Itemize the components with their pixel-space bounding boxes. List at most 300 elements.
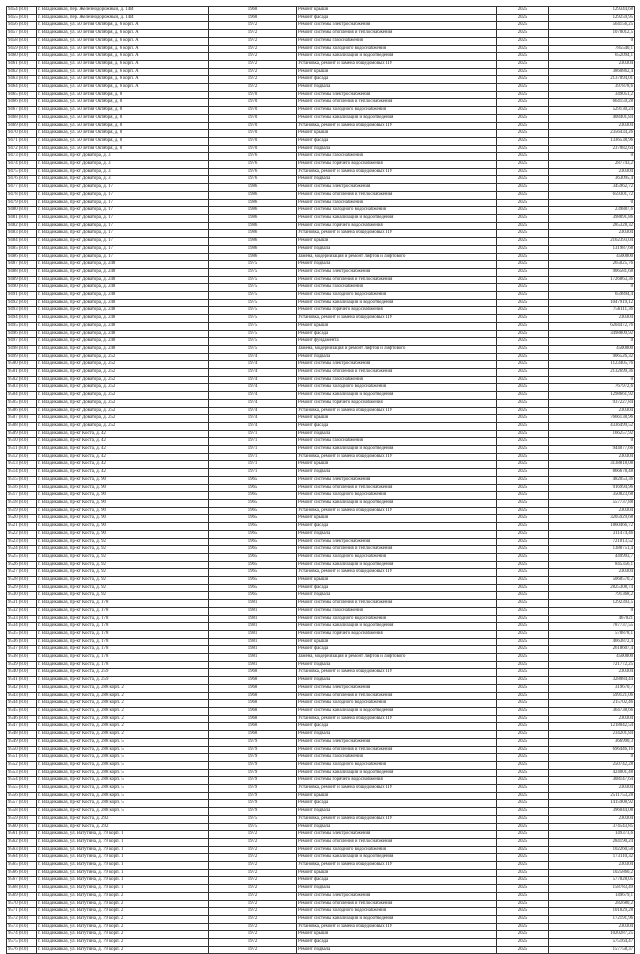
plan-year-cell: 2025	[497, 68, 549, 76]
table-row	[7, 122, 635, 130]
row-number-cell: 9456 (8.0)	[7, 22, 37, 30]
work-type-cell: Ремонт системы канализации и водоотведения	[297, 392, 497, 400]
address-cell: г. Владикавказ, ул. 50 летия Октября, д. 6 корп. А	[37, 53, 209, 61]
cost-cell: 158783,49	[549, 885, 635, 893]
row-number-cell: 9498 (8.0)	[7, 345, 37, 353]
address-cell: г. Владикавказ, пр-кт Коста, д. 288 корп. 2	[37, 692, 209, 700]
address-cell: г. Владикавказ, пр-кт Доватора, д. 17	[37, 207, 209, 215]
plan-year-cell: 2025	[497, 661, 549, 669]
row-number-cell: 9501 (8.0)	[7, 369, 37, 377]
build-year-cell: 1986	[209, 222, 297, 230]
build-year-cell: 1976	[209, 153, 297, 161]
plan-year-cell: 2025	[497, 76, 549, 84]
address-cell: г. Владикавказ, ул. 50 летия Октября, д. 6 корп. А	[37, 84, 209, 92]
work-type-cell: Ремонт системы газоснабжения	[297, 199, 497, 207]
address-cell: г. Владикавказ, ул. Ватутина, д. 79 корп. 1	[37, 854, 209, 862]
table-row	[7, 785, 635, 793]
work-type-cell: Ремонт системы электроснабжения	[297, 91, 497, 99]
work-type-cell: Ремонт системы газоснабжения	[297, 37, 497, 45]
cost-cell: 1123405,76	[549, 361, 635, 369]
row-number-cell: 9473 (8.0)	[7, 153, 37, 161]
row-number-cell: 9527 (8.0)	[7, 569, 37, 577]
row-number-cell: 9505 (8.0)	[7, 399, 37, 407]
table-row	[7, 546, 635, 554]
row-number-cell: 9521 (8.0)	[7, 523, 37, 531]
row-number-cell: 9563 (8.0)	[7, 846, 37, 854]
plan-year-cell: 2025	[497, 738, 549, 746]
address-cell: г. Владикавказ, пр-кт Доватора, д. 252	[37, 361, 209, 369]
table-row	[7, 184, 635, 192]
row-number-cell: 9467 (8.0)	[7, 107, 37, 115]
work-type-cell: Ремонт фасада	[297, 76, 497, 84]
address-cell: г. Владикавказ, пр-кт Доватора, д. 252	[37, 415, 209, 423]
table-row	[7, 114, 635, 122]
row-number-cell: 9545 (8.0)	[7, 707, 37, 715]
plan-year-cell: 2025	[497, 530, 549, 538]
table-row	[7, 553, 635, 561]
address-cell: г. Владикавказ, пр-кт Коста, д. 92	[37, 546, 209, 554]
plan-year-cell: 2025	[497, 315, 549, 323]
table-row	[7, 292, 635, 300]
plan-year-cell: 2025	[497, 638, 549, 646]
build-year-cell: 1974	[209, 369, 297, 377]
cost-cell: 4336499,52	[549, 422, 635, 430]
row-number-cell: 9469 (8.0)	[7, 122, 37, 130]
work-type-cell: Ремонт подвала	[297, 353, 497, 361]
work-type-cell: Ремонт системы электроснабжения	[297, 268, 497, 276]
work-type-cell: Ремонт подвала	[297, 677, 497, 685]
address-cell: г. Владикавказ, пр-кт Коста, д. 90	[37, 507, 209, 515]
build-year-cell: 1968	[209, 700, 297, 708]
work-type-cell: Установка, ремонт и замена общедомовых ПУ	[297, 569, 497, 577]
cost-cell: 1218042,54	[549, 723, 635, 731]
build-year-cell: 1979	[209, 800, 297, 808]
work-type-cell: Ремонт системы канализации и водоотведения	[297, 707, 497, 715]
table-row	[7, 761, 635, 769]
plan-year-cell: 2025	[497, 199, 549, 207]
build-year-cell: 1972	[209, 831, 297, 839]
address-cell: г. Владикавказ, пр-кт Коста, д. 42	[37, 446, 209, 454]
row-number-cell: 9520 (8.0)	[7, 515, 37, 523]
build-year-cell: 1965	[209, 546, 297, 554]
table-row	[7, 153, 635, 161]
address-cell: г. Владикавказ, пр-кт Доватора, д. 248	[37, 276, 209, 284]
row-number-cell: 9483 (8.0)	[7, 230, 37, 238]
plan-year-cell: 2025	[497, 630, 549, 638]
cost-cell: 0	[549, 37, 635, 45]
build-year-cell: 1972	[209, 915, 297, 923]
work-type-cell: Замена, модернизация и ремонт лифтов и лифтового	[297, 253, 497, 261]
work-type-cell: Ремонт системы холодного водоснабжения	[297, 553, 497, 561]
build-year-cell: 1971	[209, 438, 297, 446]
work-type-cell: Установка, ремонт и замена общедомовых ПУ	[297, 122, 497, 130]
address-cell: г. Владикавказ, пр-кт Коста, д. 178	[37, 646, 209, 654]
row-number-cell: 9566 (8.0)	[7, 869, 37, 877]
plan-year-cell: 2025	[497, 207, 549, 215]
work-type-cell: Ремонт системы холодного водоснабжения	[297, 492, 497, 500]
work-type-cell: Ремонт системы электроснабжения	[297, 738, 497, 746]
table-row	[7, 84, 635, 92]
cost-cell: 129259,95	[549, 14, 635, 22]
cost-cell: 230304	[549, 407, 635, 415]
work-type-cell: Ремонт системы холодного водоснабжения	[297, 700, 497, 708]
build-year-cell: 1965	[209, 538, 297, 546]
row-number-cell: 9466 (8.0)	[7, 99, 37, 107]
address-cell: г. Владикавказ, пр-кт Доватора, д. 17	[37, 184, 209, 192]
row-number-cell: 9526 (8.0)	[7, 561, 37, 569]
plan-year-cell: 2025	[497, 376, 549, 384]
work-type-cell: Ремонт системы газоснабжения	[297, 607, 497, 615]
table-row	[7, 677, 635, 685]
address-cell: г. Владикавказ, пр-кт Коста, д. 288 корп. 5	[37, 769, 209, 777]
address-cell: г. Владикавказ, пр-кт Коста, д. 90	[37, 530, 209, 538]
address-cell: г. Владикавказ, пр-кт Коста, д. 259	[37, 669, 209, 677]
address-cell: г. Владикавказ, пр-кт Коста, д. 288 корп. 2	[37, 684, 209, 692]
plan-year-cell: 2025	[497, 345, 549, 353]
row-number-cell: 9523 (8.0)	[7, 538, 37, 546]
work-type-cell: Ремонт системы электроснабжения	[297, 831, 497, 839]
plan-year-cell: 2025	[497, 777, 549, 785]
work-type-cell: Установка, ремонт и замена общедомовых ПУ	[297, 785, 497, 793]
cost-cell: 1336538,96	[549, 137, 635, 145]
row-number-cell: 9541 (8.0)	[7, 677, 37, 685]
plan-year-cell: 2025	[497, 238, 549, 246]
address-cell: г. Владикавказ, пр-кт Коста, д. 92	[37, 592, 209, 600]
address-cell: г. Владикавказ, ул. 50 летия Октября, д. 6 корп. А	[37, 45, 209, 53]
table-row	[7, 638, 635, 646]
build-year-cell: 1979	[209, 754, 297, 762]
build-year-cell: 1975	[209, 307, 297, 315]
work-type-cell: Ремонт системы электроснабжения	[297, 476, 497, 484]
build-year-cell: 1965	[209, 584, 297, 592]
address-cell: г. Владикавказ, ул. Ватутина, д. 79 корп. 2	[37, 900, 209, 908]
address-cell: г. Владикавказ, пр-кт Коста, д. 90	[37, 515, 209, 523]
build-year-cell: 1970	[209, 145, 297, 153]
cost-cell: 2137094,01	[549, 76, 635, 84]
work-type-cell: Ремонт подвала	[297, 84, 497, 92]
work-type-cell: Ремонт крыши	[297, 415, 497, 423]
table-row	[7, 800, 635, 808]
table-row	[7, 684, 635, 692]
cost-cell: 239887,6	[549, 207, 635, 215]
plan-year-cell: 2025	[497, 230, 549, 238]
plan-year-cell: 2025	[497, 546, 549, 554]
cost-cell: 397878,6	[549, 84, 635, 92]
address-cell: г. Владикавказ, пр-кт Коста, д. 178	[37, 607, 209, 615]
build-year-cell: 1972	[209, 939, 297, 947]
plan-year-cell: 2025	[497, 915, 549, 923]
address-cell: г. Владикавказ, пр-кт Коста, д. 288 корп. 2	[37, 731, 209, 739]
cost-cell: 424001,48	[549, 769, 635, 777]
row-number-cell: 9458 (8.0)	[7, 37, 37, 45]
table-row	[7, 438, 635, 446]
row-number-cell: 9477 (8.0)	[7, 184, 37, 192]
address-cell: г. Владикавказ, пр-кт Доватора, д. 248	[37, 322, 209, 330]
build-year-cell: 1965	[209, 569, 297, 577]
build-year-cell: 1974	[209, 392, 297, 400]
build-year-cell: 1979	[209, 792, 297, 800]
row-number-cell: 9511 (8.0)	[7, 446, 37, 454]
plan-year-cell: 2025	[497, 361, 549, 369]
build-year-cell: 1986	[209, 238, 297, 246]
table-row	[7, 854, 635, 862]
plan-year-cell: 2025	[497, 353, 549, 361]
plan-year-cell: 2025	[497, 492, 549, 500]
work-type-cell: Установка, ремонт и замена общедомовых ПУ	[297, 715, 497, 723]
work-type-cell: Ремонт фасада	[297, 14, 497, 22]
table-row	[7, 846, 635, 854]
plan-year-cell: 2025	[497, 122, 549, 130]
table-row	[7, 885, 635, 893]
address-cell: г. Владикавказ, пр-кт Коста, д. 288 корп. 5	[37, 792, 209, 800]
row-number-cell: 9570 (8.0)	[7, 900, 37, 908]
cost-cell: 1292393,5	[549, 600, 635, 608]
address-cell: г. Владикавказ, пр-кт Доватора, д. 248	[37, 330, 209, 338]
plan-year-cell: 2025	[497, 792, 549, 800]
plan-year-cell: 2025	[497, 885, 549, 893]
address-cell: г. Владикавказ, пр-кт Коста, д. 92	[37, 584, 209, 592]
table-row	[7, 823, 635, 831]
plan-year-cell: 2025	[497, 946, 549, 954]
plan-year-cell: 2025	[497, 268, 549, 276]
work-type-cell: Установка, ремонт и замена общедомовых ПУ	[297, 230, 497, 238]
work-type-cell: Ремонт системы отопления и теплоснабжения	[297, 99, 497, 107]
plan-year-cell: 2025	[497, 399, 549, 407]
table-row	[7, 892, 635, 900]
row-number-cell: 9454 (8.0)	[7, 7, 37, 15]
work-type-cell: Ремонт системы холодного водоснабжения	[297, 846, 497, 854]
row-number-cell: 9518 (8.0)	[7, 500, 37, 508]
build-year-cell: 1965	[209, 553, 297, 561]
row-number-cell: 9531 (8.0)	[7, 600, 37, 608]
plan-year-cell: 2025	[497, 338, 549, 346]
address-cell: г. Владикавказ, пер. Железнодорожный, д. 14И	[37, 7, 209, 15]
plan-year-cell: 2025	[497, 900, 549, 908]
plan-year-cell: 2025	[497, 14, 549, 22]
work-type-cell: Ремонт системы холодного водоснабжения	[297, 761, 497, 769]
plan-year-cell: 2025	[497, 754, 549, 762]
plan-year-cell: 2025	[497, 191, 549, 199]
address-cell: г. Владикавказ, пр-кт Коста, д. 292	[37, 823, 209, 831]
cost-cell: 1047919,12	[549, 299, 635, 307]
row-number-cell: 9524 (8.0)	[7, 546, 37, 554]
address-cell: г. Владикавказ, пр-кт Коста, д. 42	[37, 430, 209, 438]
build-year-cell: 1968	[209, 731, 297, 739]
plan-year-cell: 2025	[497, 153, 549, 161]
address-cell: г. Владикавказ, пр-кт Доватора, д. 248	[37, 338, 209, 346]
address-cell: г. Владикавказ, ул. Ватутина, д. 79 корп. 1	[37, 862, 209, 870]
work-type-cell: Установка, ремонт и замена общедомовых ПУ	[297, 669, 497, 677]
build-year-cell: 1965	[209, 523, 297, 531]
table-row	[7, 14, 635, 22]
table-row	[7, 908, 635, 916]
address-cell: г. Владикавказ, пр-кт Коста, д. 288 корп. 5	[37, 761, 209, 769]
work-type-cell: Ремонт фасада	[297, 646, 497, 654]
plan-year-cell: 2025	[497, 607, 549, 615]
work-type-cell: Ремонт системы отопления и теплоснабжения	[297, 600, 497, 608]
work-type-cell: Ремонт фасада	[297, 523, 497, 531]
cost-cell: 398891,86	[549, 214, 635, 222]
row-number-cell: 9552 (8.0)	[7, 761, 37, 769]
plan-year-cell: 2025	[497, 846, 549, 854]
row-number-cell: 9576 (8.0)	[7, 946, 37, 954]
row-number-cell: 9475 (8.0)	[7, 168, 37, 176]
address-cell: г. Владикавказ, пр-кт Доватора, д. 248	[37, 292, 209, 300]
build-year-cell: 1972	[209, 908, 297, 916]
row-number-cell: 9571 (8.0)	[7, 908, 37, 916]
row-number-cell: 9485 (8.0)	[7, 245, 37, 253]
row-number-cell: 9463 (8.0)	[7, 76, 37, 84]
plan-year-cell: 2025	[497, 815, 549, 823]
row-number-cell: 9573 (8.0)	[7, 923, 37, 931]
plan-year-cell: 2025	[497, 600, 549, 608]
table-row	[7, 915, 635, 923]
build-year-cell: 1972	[209, 892, 297, 900]
work-type-cell: Ремонт системы отопления и теплоснабжения	[297, 484, 497, 492]
build-year-cell: 1970	[209, 130, 297, 138]
work-type-cell: Ремонт системы отопления и теплоснабжения	[297, 746, 497, 754]
table-row	[7, 415, 635, 423]
row-number-cell: 9494 (8.0)	[7, 315, 37, 323]
build-year-cell: 1975	[209, 315, 297, 323]
plan-year-cell: 2025	[497, 22, 549, 30]
work-type-cell: Ремонт крыши	[297, 461, 497, 469]
table-row	[7, 161, 635, 169]
work-type-cell: Ремонт крыши	[297, 515, 497, 523]
work-type-cell: Ремонт системы электроснабжения	[297, 361, 497, 369]
work-type-cell: Ремонт системы канализации и водоотведения	[297, 623, 497, 631]
table-row	[7, 669, 635, 677]
address-cell: г. Владикавказ, пр-кт Коста, д. 42	[37, 453, 209, 461]
cost-cell: 866678,48	[549, 469, 635, 477]
plan-year-cell: 2025	[497, 60, 549, 68]
cost-cell: 767972,6	[549, 384, 635, 392]
build-year-cell: 1974	[209, 399, 297, 407]
work-type-cell: Ремонт системы горячего водоснабжения	[297, 777, 497, 785]
plan-year-cell: 2025	[497, 99, 549, 107]
cost-cell: 721013,52	[549, 538, 635, 546]
address-cell: г. Владикавказ, пр-кт Доватора, д. 252	[37, 376, 209, 384]
address-cell: г. Владикавказ, пр-кт Коста, д. 178	[37, 630, 209, 638]
build-year-cell: 1971	[209, 461, 297, 469]
table-row	[7, 584, 635, 592]
address-cell: г. Владикавказ, ул. 50 летия Октября, д. 6 корп. А	[37, 30, 209, 38]
build-year-cell: 1972	[209, 37, 297, 45]
cost-cell: 166257,92	[549, 430, 635, 438]
work-type-cell: Ремонт системы канализации и водоотведения	[297, 214, 497, 222]
address-cell: г. Владикавказ, ул. 50 летия Октября, д. 6 корп. А	[37, 37, 209, 45]
row-number-cell: 9490 (8.0)	[7, 284, 37, 292]
work-type-cell: Замена, модернизация и ремонт лифтов и лифтового	[297, 345, 497, 353]
plan-year-cell: 2025	[497, 407, 549, 415]
plan-year-cell: 2025	[497, 892, 549, 900]
table-row	[7, 399, 635, 407]
row-number-cell: 9496 (8.0)	[7, 330, 37, 338]
row-number-cell: 9561 (8.0)	[7, 831, 37, 839]
plan-year-cell: 2025	[497, 469, 549, 477]
build-year-cell: 1968	[209, 677, 297, 685]
work-type-cell: Ремонт системы газоснабжения	[297, 376, 497, 384]
row-number-cell: 9455 (8.0)	[7, 14, 37, 22]
table-row	[7, 369, 635, 377]
build-year-cell: 1965	[209, 507, 297, 515]
address-cell: г. Владикавказ, ул. Ватутина, д. 79 корп. 2	[37, 915, 209, 923]
plan-year-cell: 2025	[497, 261, 549, 269]
row-number-cell: 9539 (8.0)	[7, 661, 37, 669]
plan-year-cell: 2025	[497, 808, 549, 816]
build-year-cell: 1975	[209, 345, 297, 353]
table-row	[7, 877, 635, 885]
row-number-cell: 9532 (8.0)	[7, 607, 37, 615]
table-row	[7, 769, 635, 777]
plan-year-cell: 2025	[497, 422, 549, 430]
cost-cell: 101829,28	[549, 908, 635, 916]
table-row	[7, 946, 635, 954]
work-type-cell: Ремонт фасада	[297, 330, 497, 338]
plan-year-cell: 2025	[497, 654, 549, 662]
build-year-cell: 1986	[209, 230, 297, 238]
cost-cell: 282680,2	[549, 900, 635, 908]
address-cell: г. Владикавказ, пр-кт Доватора, д. 252	[37, 392, 209, 400]
table-row	[7, 268, 635, 276]
work-type-cell: Ремонт подвала	[297, 261, 497, 269]
table-row	[7, 500, 635, 508]
cost-cell: 284190,24	[549, 838, 635, 846]
work-type-cell: Ремонт системы газоснабжения	[297, 438, 497, 446]
address-cell: г. Владикавказ, пр-кт Доватора, д. 252	[37, 407, 209, 415]
cost-cell: 1070012,5	[549, 30, 635, 38]
cost-cell: 149679,1	[549, 892, 635, 900]
cost-cell: 916994,96	[549, 484, 635, 492]
row-number-cell: 9546 (8.0)	[7, 715, 37, 723]
plan-year-cell: 2025	[497, 37, 549, 45]
cost-cell: 131987,68	[549, 245, 635, 253]
row-number-cell: 9470 (8.0)	[7, 130, 37, 138]
row-number-cell: 9487 (8.0)	[7, 261, 37, 269]
row-number-cell: 9530 (8.0)	[7, 592, 37, 600]
cost-cell: 529130,24	[549, 107, 635, 115]
work-type-cell: Ремонт системы отопления и теплоснабжения	[297, 369, 497, 377]
build-year-cell: 1972	[209, 862, 297, 870]
row-number-cell: 9500 (8.0)	[7, 361, 37, 369]
build-year-cell: 1975	[209, 268, 297, 276]
build-year-cell: 1968	[209, 684, 297, 692]
work-type-cell: Ремонт системы электроснабжения	[297, 184, 497, 192]
plan-year-cell: 2025	[497, 30, 549, 38]
plan-year-cell: 2025	[497, 523, 549, 531]
address-cell: г. Владикавказ, ул. Ватутина, д. 79 корп. 2	[37, 908, 209, 916]
row-number-cell: 9488 (8.0)	[7, 268, 37, 276]
build-year-cell: 1972	[209, 877, 297, 885]
cost-cell: 230304	[549, 453, 635, 461]
cost-cell: 557737,88	[549, 500, 635, 508]
address-cell: г. Владикавказ, пр-кт Коста, д. 178	[37, 654, 209, 662]
address-cell: г. Владикавказ, пр-кт Доватора, д. 3	[37, 161, 209, 169]
work-type-cell: Ремонт фасада	[297, 939, 497, 947]
build-year-cell: 1968	[209, 692, 297, 700]
plan-year-cell: 2025	[497, 145, 549, 153]
cost-cell: 2825308,74	[549, 584, 635, 592]
row-number-cell: 9508 (8.0)	[7, 422, 37, 430]
address-cell: г. Владикавказ, пр-кт Доватора, д. 248	[37, 307, 209, 315]
work-type-cell: Ремонт системы электроснабжения	[297, 538, 497, 546]
plan-year-cell: 2025	[497, 430, 549, 438]
build-year-cell: 1979	[209, 777, 297, 785]
row-number-cell: 9476 (8.0)	[7, 176, 37, 184]
work-type-cell: Ремонт системы холодного водоснабжения	[297, 107, 497, 115]
plan-year-cell: 2025	[497, 484, 549, 492]
work-type-cell: Установка, ремонт и замена общедомовых ПУ	[297, 315, 497, 323]
